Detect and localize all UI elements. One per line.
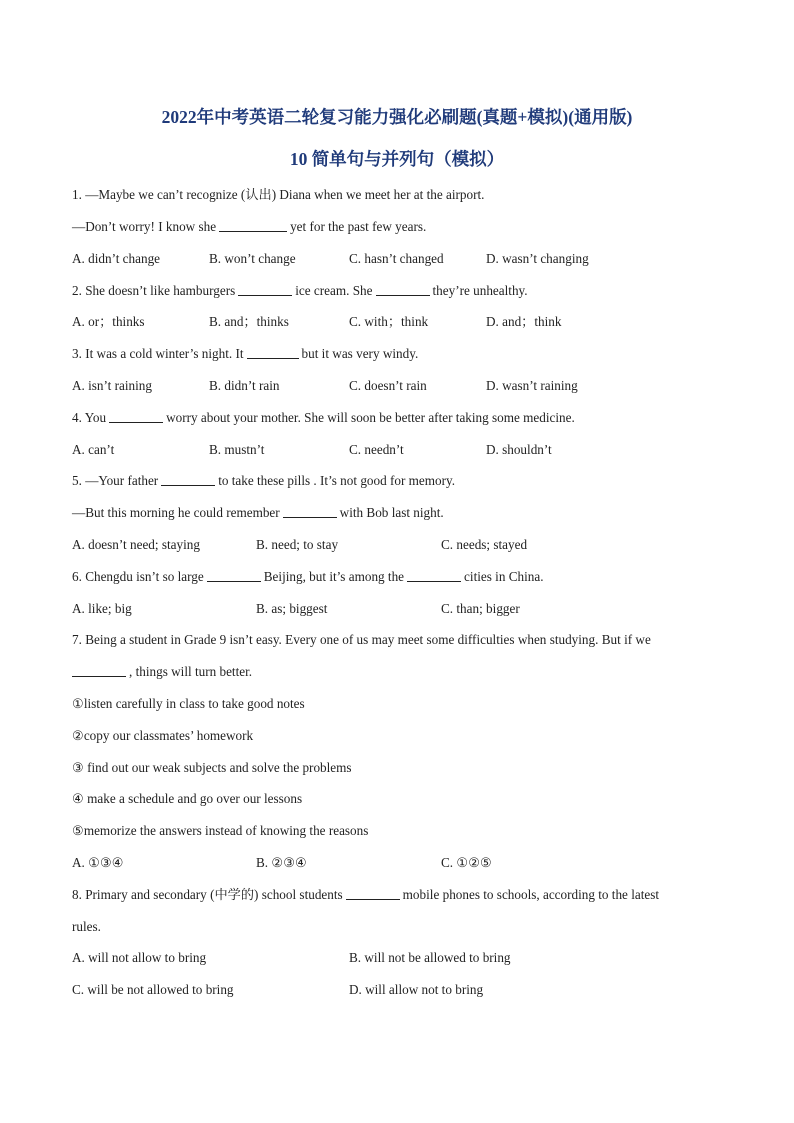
question-4-option-a: A. can’t — [72, 442, 115, 457]
question-4-stem: 4. You worry about your mother. She will soon be better after taking some medicine. — [72, 410, 575, 425]
answer-blank — [72, 664, 126, 677]
answer-blank — [376, 283, 430, 296]
question-3-option-c: C. doesn’t rain — [349, 378, 427, 393]
question-2-option-d: D. and；think — [486, 314, 562, 329]
question-6-option-a: A. like; big — [72, 601, 132, 616]
question-1-dialog: —Don’t worry! I know she yet for the past few years. — [72, 219, 427, 234]
question-5-option-a: A. doesn’t need; staying — [72, 537, 200, 552]
question-5-stem: 5. —Your father to take these pills . It’s not good for memory. — [72, 473, 456, 488]
question-2-option-a: A. or；thinks — [72, 314, 145, 329]
question-6-option-c: C. than; bigger — [441, 601, 520, 616]
answer-blank — [109, 410, 163, 423]
answer-blank — [238, 283, 292, 296]
question-4-option-d: D. shouldn’t — [486, 442, 552, 457]
question-7-item: ④ make a schedule and go over our lessons — [72, 791, 303, 806]
question-6-option-b: B. as; biggest — [256, 601, 328, 616]
document-subtitle: 10 简单句与并列句（模拟） — [289, 149, 505, 169]
question-3-option-d: D. wasn’t raining — [486, 378, 578, 393]
question-5-dialog: —But this morning he could remember with Bob last night. — [72, 505, 444, 520]
question-7-stem-line2: , things will turn better. — [72, 664, 252, 680]
question-1-option-a: A. didn’t change — [72, 251, 161, 266]
question-1-option-d: D. wasn’t changing — [486, 251, 589, 266]
answer-blank — [346, 887, 400, 900]
question-3-stem: 3. It was a cold winter’s night. It but it was very windy. — [72, 346, 419, 361]
document-title: 2022年中考英语二轮复习能力强化必刷题(真题+模拟)(通用版) — [161, 107, 633, 127]
question-7-item: ②copy our classmates’ homework — [72, 728, 254, 743]
question-4-option-b: B. mustn’t — [209, 442, 265, 457]
question-3-option-a: A. isn’t raining — [72, 378, 152, 393]
question-8-option-a: A. will not allow to bring — [72, 950, 207, 965]
question-2-option-b: B. and；thinks — [209, 314, 289, 329]
question-1-option-c: C. hasn’t changed — [349, 251, 444, 266]
question-7-stem: 7. Being a student in Grade 9 isn’t easy. Every one of us may meet some difficulties when studying. But if we — [72, 632, 651, 647]
question-1-stem: 1. —Maybe we can’t recognize (认出) Diana when we meet her at the airport. — [72, 187, 485, 202]
question-4-option-c: C. needn’t — [349, 442, 404, 457]
question-5-option-b: B. need; to stay — [256, 537, 339, 552]
question-8-option-b: B. will not be allowed to bring — [349, 950, 511, 965]
question-2-stem: 2. She doesn’t like hamburgers ice cream. She they’re unhealthy. — [72, 283, 528, 298]
question-7-option-c: C. ①②⑤ — [441, 855, 492, 870]
answer-blank — [407, 569, 461, 582]
answer-blank — [219, 219, 287, 232]
question-8-stem-line2: rules. — [72, 919, 101, 934]
question-8-stem: 8. Primary and secondary (中学的) school students mobile phones to schools, according to the latest — [72, 887, 660, 902]
question-3-option-b: B. didn’t rain — [209, 378, 280, 393]
question-6-stem: 6. Chengdu isn’t so large Beijing, but it’s among the cities in China. — [72, 569, 544, 584]
answer-blank — [207, 569, 261, 582]
question-7-item: ⑤memorize the answers instead of knowing the reasons — [72, 823, 369, 838]
question-7-option-a: A. ①③④ — [72, 855, 124, 870]
question-8-option-c: C. will be not allowed to bring — [72, 982, 234, 997]
question-5-option-c: C. needs; stayed — [441, 537, 528, 552]
question-7-item: ①listen carefully in class to take good notes — [72, 696, 305, 711]
question-2-option-c: C. with；think — [349, 314, 429, 329]
answer-blank — [247, 346, 299, 359]
question-8-option-d: D. will allow not to bring — [349, 982, 484, 997]
question-1-option-b: B. won’t change — [209, 251, 296, 266]
question-7-item: ③ find out our weak subjects and solve the problems — [72, 760, 352, 775]
question-7-option-b: B. ②③④ — [256, 855, 307, 870]
answer-blank — [161, 473, 215, 486]
answer-blank — [283, 505, 337, 518]
